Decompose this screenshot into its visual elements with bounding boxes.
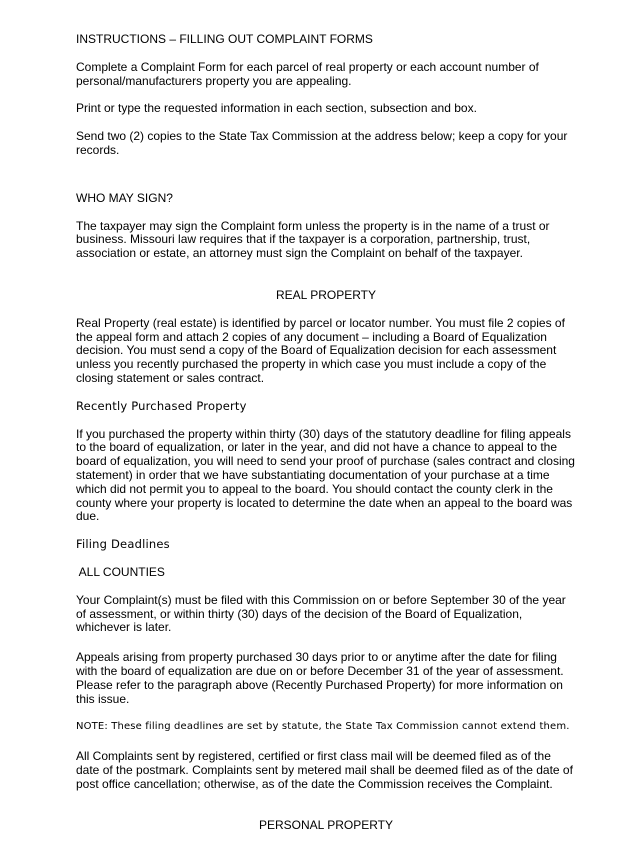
personal-property-title: PERSONAL PROPERTY [258, 818, 394, 833]
instructions-title: INSTRUCTIONS – FILLING OUT COMPLAINT FORMS [76, 32, 373, 46]
instructions-paragraph-1: Complete a Complaint Form for each parcel of real property or each account number of personal/manufacturers property you are appealing. [76, 59, 539, 88]
filing-deadlines-paragraph-1: Your Complaint(s) must be filed with this Commission on or before September 30 of the year of assessment, or within thirty (30) days of the decision of the Board of Equalization, whichever is later. [76, 592, 566, 635]
all-counties-heading: ALL COUNTIES [76, 564, 165, 579]
filing-deadlines-paragraph-2: Appeals arising from property purchased 30 days prior to or anytime after the date for filing with the board of equalization are due on or before December 31 of the year of assessment. Please refer to the paragraph above (Recently Purchased Property) for more information on this issue. [76, 650, 564, 706]
real-property-paragraph: Real Property (real estate) is identified by parcel or locator number. You must file 2 copies of the appeal form and attach 2 copies of any document – including a Board of Equalization decision. You must send a copy of the Board of Equalization decision for each assessment unless you recently purchased the property in which case you must include a copy of the closing statement or sales contract. [76, 315, 565, 385]
document-page [76, 33, 576, 847]
instructions-paragraph-2: Print or type the requested information in each section, subsection and box. [76, 101, 477, 116]
instructions-paragraph-3: Send two (2) copies to the State Tax Commission at the address below; keep a copy for your records. [76, 129, 568, 157]
who-may-sign-paragraph: The taxpayer may sign the Complaint form unless the property is in the name of a trust or business. Missouri law requires that if the taxpayer is a corporation, partnership, trust, association or estate, an attorney must sign the Complaint on behalf of the taxpayer. [76, 218, 550, 261]
filing-deadlines-paragraph-3: All Complaints sent by registered, certified or first class mail will be deemed filed as of the date of the postmark. Complaints sent by metered mail shall be deemed filed as of the date of post office cancellation; otherwise, as of the date the Commission receives the Complaint. [76, 749, 573, 791]
real-property-title: REAL PROPERTY [275, 287, 377, 302]
who-may-sign-title: WHO MAY SIGN? [76, 190, 173, 205]
filing-deadlines-note: NOTE: These filing deadlines are set by statute, the State Tax Commission cannot extend them. [76, 721, 570, 733]
recently-purchased-title: Recently Purchased Property [76, 398, 247, 413]
recently-purchased-paragraph: If you purchased the property within thirty (30) days of the statutory deadline for filing appeals to the board of equalization, or later in the year, and did not have a chance to appeal to the board of equalization, you will need to send your proof of purchase (sales contract and closing statement) in order that we have substantiating documentation of your purchase at a time which did not permit you to appeal to the board. You should contact the county clerk in the county where your property is located to determine the date when an appeal to the board was due. [76, 426, 575, 524]
filing-deadlines-title: Filing Deadlines [76, 537, 170, 552]
